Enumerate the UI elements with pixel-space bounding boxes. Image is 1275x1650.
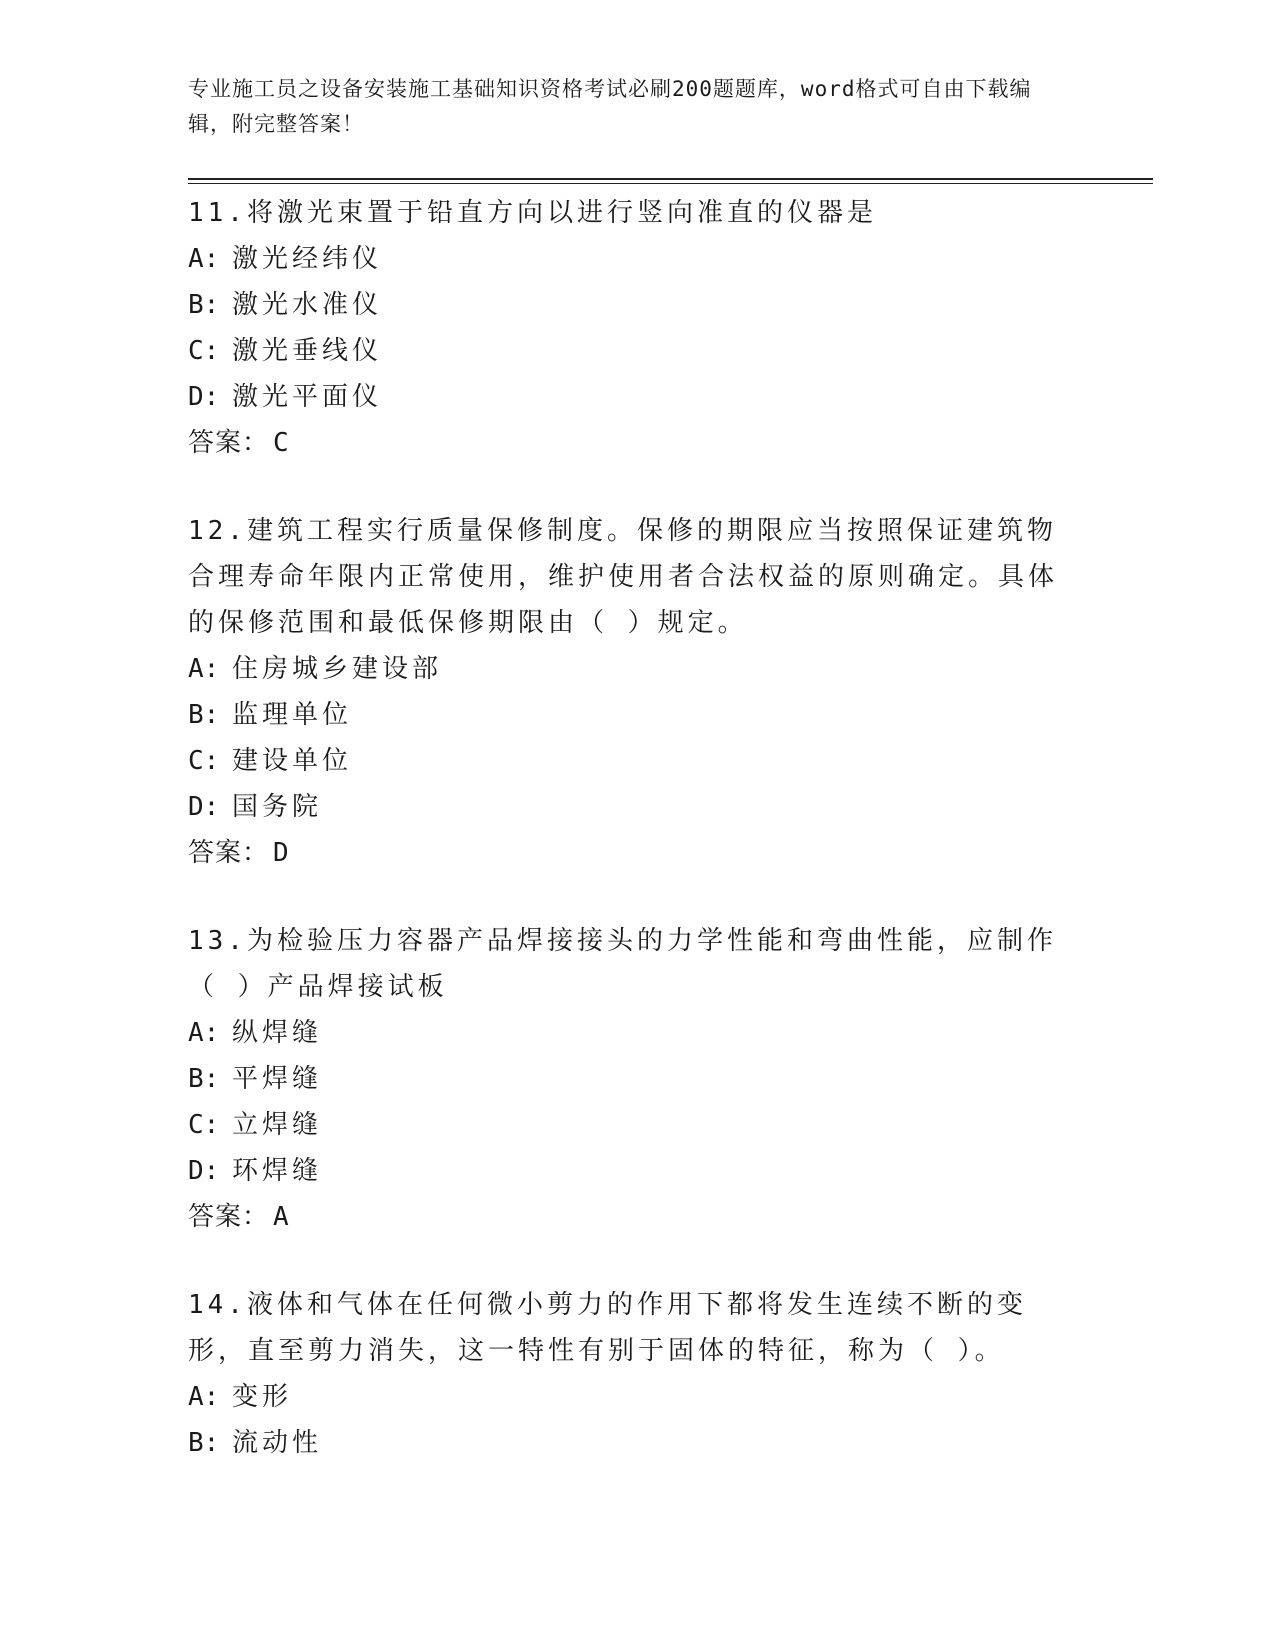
option-text: 建设单位 [232, 746, 353, 776]
option-letter: B: [188, 700, 220, 730]
option-letter: A: [188, 1018, 220, 1048]
option-text: 激光平面仪 [232, 382, 383, 412]
answer-line [188, 1194, 1083, 1240]
answer-value: A [273, 1202, 290, 1232]
option-a [188, 1374, 1083, 1420]
option-d [188, 1148, 1083, 1194]
option-text: 激光经纬仪 [232, 244, 383, 274]
question-text: 11.将激光束置于铅直方向以进行竖向准直的仪器是 [188, 198, 877, 228]
option-d [188, 374, 1083, 420]
option-letter: D: [188, 792, 220, 822]
option-text: 流动性 [232, 1428, 323, 1458]
option-text: 环焊缝 [232, 1156, 323, 1186]
question-text: 14.液体和气体在任何微小剪力的作用下都将发生连续不断的变形，直至剪力消失，这一特性有别于固体的特征，称为（ ）。 [188, 1290, 1027, 1366]
option-text: 激光垂线仪 [232, 336, 383, 366]
question-text: 13.为检验压力容器产品焊接接头的力学性能和弯曲性能，应制作（ ）产品焊接试板 [188, 926, 1057, 1002]
question-14 [188, 1282, 1083, 1466]
option-letter: D: [188, 382, 220, 412]
option-a [188, 646, 1083, 692]
option-text: 住房城乡建设部 [232, 654, 443, 684]
answer-label: 答案： [188, 428, 270, 458]
option-letter: B: [188, 1064, 220, 1094]
question-12 [188, 508, 1083, 876]
answer-line [188, 420, 1083, 466]
question-11 [188, 190, 1083, 466]
answer-line [188, 830, 1083, 876]
option-text: 纵焊缝 [232, 1018, 323, 1048]
option-b [188, 1056, 1083, 1102]
question-list [188, 190, 1083, 1508]
option-text: 国务院 [232, 792, 323, 822]
option-text: 变形 [232, 1382, 293, 1412]
header-divider-thick [188, 178, 1153, 180]
header-divider-thin [188, 183, 1153, 184]
option-letter: A: [188, 654, 220, 684]
question-text: 12.建筑工程实行质量保修制度。保修的期限应当按照保证建筑物合理寿命年限内正常使用，维护使用者合法权益的原则确定。具体的保修范围和最低保修期限由（ ）规定。 [188, 516, 1059, 638]
option-letter: C: [188, 336, 220, 366]
option-letter: A: [188, 244, 220, 274]
option-text: 平焊缝 [232, 1064, 323, 1094]
question-13 [188, 918, 1083, 1240]
option-d [188, 784, 1083, 830]
option-text: 监理单位 [232, 700, 353, 730]
answer-label: 答案： [188, 838, 270, 868]
option-letter: C: [188, 746, 220, 776]
option-letter: C: [188, 1110, 220, 1140]
option-a [188, 1010, 1083, 1056]
option-a [188, 236, 1083, 282]
option-c [188, 738, 1083, 784]
option-letter: D: [188, 1156, 220, 1186]
option-b [188, 692, 1083, 738]
option-letter: A: [188, 1382, 220, 1412]
answer-value: D [273, 838, 290, 868]
option-c [188, 1102, 1083, 1148]
document-header: 专业施工员之设备安装施工基础知识资格考试必刷200题题库，word格式可自由下载编辑，附完整答案！ [188, 77, 1032, 136]
option-b [188, 282, 1083, 328]
option-letter: B: [188, 1428, 220, 1458]
answer-label: 答案： [188, 1202, 270, 1232]
option-letter: B: [188, 290, 220, 320]
answer-value: C [273, 428, 290, 458]
option-text: 激光水准仪 [232, 290, 383, 320]
option-c [188, 328, 1083, 374]
option-text: 立焊缝 [232, 1110, 323, 1140]
option-b [188, 1420, 1083, 1466]
